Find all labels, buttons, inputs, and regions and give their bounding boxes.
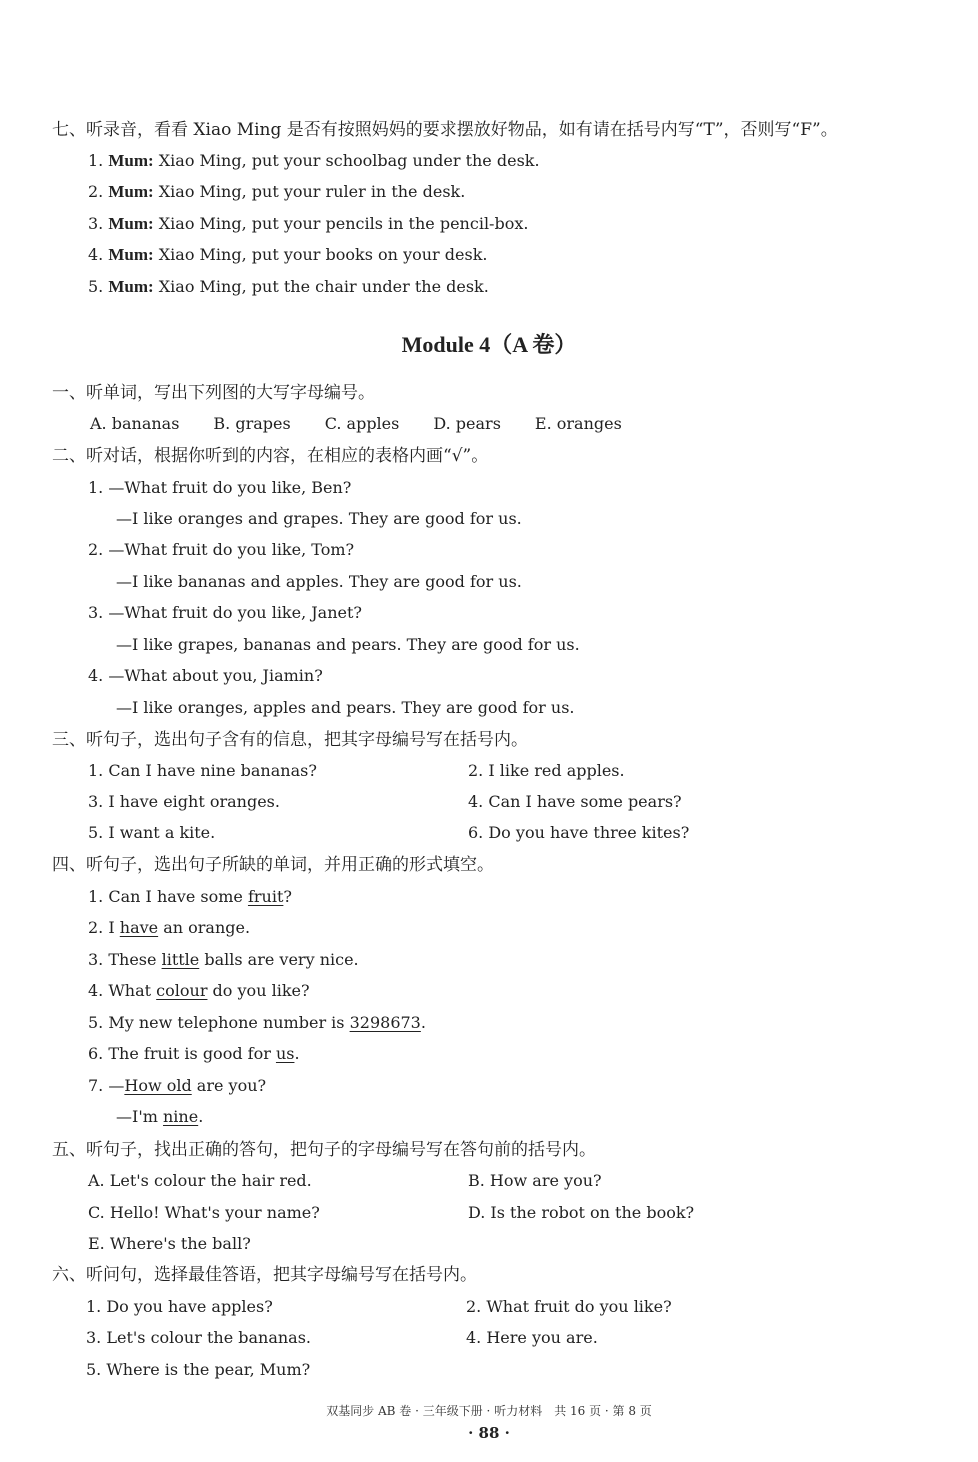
list-item: E. Where's the ball?: [88, 1234, 251, 1253]
section-7-heading: 七、听录音，看看 Xiao Ming 是否有按照妈妈的要求摆放好物品，如有请在括号内写“T”，否则写“F”。: [52, 120, 838, 140]
dialogue-answer: —I like grapes, bananas and pears. They are good for us.: [116, 635, 580, 654]
item-text: Xiao Ming, put your schoolbag under the desk.: [158, 151, 540, 170]
dialogue-answer: —I like bananas and apples. They are good for us.: [116, 572, 522, 591]
item-text: Xiao Ming, put your pencils in the pencil-box.: [158, 214, 529, 233]
item-text: —: [108, 1076, 125, 1095]
dialogue-question: [88, 666, 323, 686]
section-4-heading: 四、听句子，选出句子所缺的单词，并用正确的形式填空。: [52, 855, 494, 875]
list-item: 3. I have eight oranges.: [88, 792, 280, 811]
item-number: 3.: [88, 603, 104, 622]
speaker-label: Mum:: [108, 277, 154, 296]
item-number: 2.: [88, 182, 104, 201]
list-item: B. How are you?: [468, 1171, 602, 1190]
list-item: C. Hello! What's your name?: [88, 1203, 320, 1222]
list-item: [88, 214, 528, 234]
item-number: 1.: [88, 478, 104, 497]
list-item: [88, 1013, 426, 1033]
answer-text: 3298673: [349, 1013, 421, 1032]
option-a: A. bananas: [90, 414, 180, 433]
question-text: —What about you, Jiamin?: [108, 666, 323, 685]
item-text: —I'm: [116, 1107, 163, 1126]
item-number: 6.: [88, 1044, 104, 1063]
item-text: do you like?: [207, 981, 310, 1000]
section-5-heading: 五、听句子，找出正确的答句，把句子的字母编号写在答句前的括号内。: [52, 1140, 596, 1160]
list-item: A. Let's colour the hair red.: [88, 1171, 312, 1190]
answer-text: fruit: [247, 887, 284, 906]
list-item: 2. What fruit do you like?: [466, 1297, 672, 1316]
item-number: 3.: [88, 214, 104, 233]
list-item: D. Is the robot on the book?: [468, 1203, 695, 1222]
list-item: [88, 245, 487, 265]
dialogue-question: [88, 540, 354, 560]
item-text: I: [108, 918, 120, 937]
item-text: Xiao Ming, put your ruler in the desk.: [158, 182, 466, 201]
list-item: 5. I want a kite.: [88, 823, 216, 842]
section-3-heading: 三、听句子，选出句子含有的信息，把其字母编号写在括号内。: [52, 730, 528, 750]
item-number: 5.: [88, 277, 104, 296]
list-item: [116, 1107, 203, 1127]
speaker-label: Mum:: [108, 151, 154, 170]
dialogue-question: [88, 603, 362, 623]
option-c: C. apples: [324, 414, 400, 433]
answer-text: us: [275, 1044, 295, 1063]
item-text: Xiao Ming, put the chair under the desk.: [158, 277, 489, 296]
item-text: ?: [283, 887, 292, 906]
list-item: [88, 950, 359, 970]
item-number: 3.: [88, 950, 104, 969]
list-item: [88, 151, 540, 171]
list-item: 5. Where is the pear, Mum?: [86, 1360, 311, 1379]
item-text: .: [198, 1107, 204, 1126]
item-text: The fruit is good for: [108, 1044, 276, 1063]
question-text: —What fruit do you like, Ben?: [108, 478, 352, 497]
item-number: 1.: [88, 151, 104, 170]
section-1-heading: 一、听单词，写出下列图的大写字母编号。: [52, 383, 375, 403]
list-item: 4. Can I have some pears?: [468, 792, 682, 811]
list-item: 1. Can I have nine bananas?: [88, 761, 317, 780]
options-row: [90, 414, 656, 434]
speaker-label: Mum:: [108, 182, 154, 201]
item-text: .: [420, 1013, 426, 1032]
page-footer: 双基同步 AB 卷 · 三年级下册 · 听力材料 共 16 页 · 第 8 页: [326, 1404, 652, 1418]
item-text: Xiao Ming, put your books on your desk.: [158, 245, 488, 264]
option-d: D. pears: [433, 414, 501, 433]
list-item: 6. Do you have three kites?: [468, 823, 690, 842]
answer-text: nine: [162, 1107, 199, 1126]
answer-text: little: [161, 950, 200, 969]
list-item: [88, 277, 489, 297]
list-item: [88, 1044, 300, 1064]
list-item: [88, 981, 310, 1001]
item-number: 4.: [88, 981, 104, 1000]
section-2-heading: 二、听对话，根据你听到的内容，在相应的表格内画“√”。: [52, 446, 489, 466]
dialogue-answer: —I like oranges and grapes. They are good for us.: [116, 509, 522, 528]
item-text: .: [294, 1044, 300, 1063]
section-6-heading: 六、听问句，选择最佳答语，把其字母编号写在括号内。: [52, 1265, 477, 1285]
list-item: [88, 918, 250, 938]
list-item: 2. I like red apples.: [468, 761, 625, 780]
question-text: —What fruit do you like, Tom?: [108, 540, 355, 559]
list-item: 1. Do you have apples?: [86, 1297, 273, 1316]
list-item: [88, 182, 465, 202]
item-number: 2.: [88, 918, 104, 937]
item-number: 2.: [88, 540, 104, 559]
item-number: 4.: [88, 666, 104, 685]
answer-text: colour: [156, 981, 208, 1000]
speaker-label: Mum:: [108, 214, 154, 233]
item-text: an orange.: [158, 918, 251, 937]
item-text: Can I have some: [108, 887, 248, 906]
item-number: 5.: [88, 1013, 104, 1032]
list-item: [88, 1076, 266, 1096]
list-item: 3. Let's colour the bananas.: [86, 1328, 312, 1347]
answer-text: have: [119, 918, 159, 937]
item-number: 1.: [88, 887, 104, 906]
item-text: are you?: [191, 1076, 267, 1095]
item-text: These: [108, 950, 162, 969]
dialogue-answer: —I like oranges, apples and pears. They are good for us.: [116, 698, 575, 717]
item-number: 7.: [88, 1076, 104, 1095]
list-item: [88, 887, 292, 907]
answer-text: How old: [124, 1076, 192, 1095]
item-text: My new telephone number is: [108, 1013, 350, 1032]
item-number: 4.: [88, 245, 104, 264]
speaker-label: Mum:: [108, 245, 154, 264]
option-b: B. grapes: [213, 414, 291, 433]
page-number: · 88 ·: [468, 1424, 510, 1442]
module-title: Module 4（A 卷）: [401, 332, 577, 357]
dialogue-question: [88, 478, 351, 498]
option-e: E. oranges: [534, 414, 622, 433]
item-text: What: [108, 981, 157, 1000]
question-text: —What fruit do you like, Janet?: [108, 603, 362, 622]
list-item: 4. Here you are.: [466, 1328, 598, 1347]
item-text: balls are very nice.: [199, 950, 359, 969]
